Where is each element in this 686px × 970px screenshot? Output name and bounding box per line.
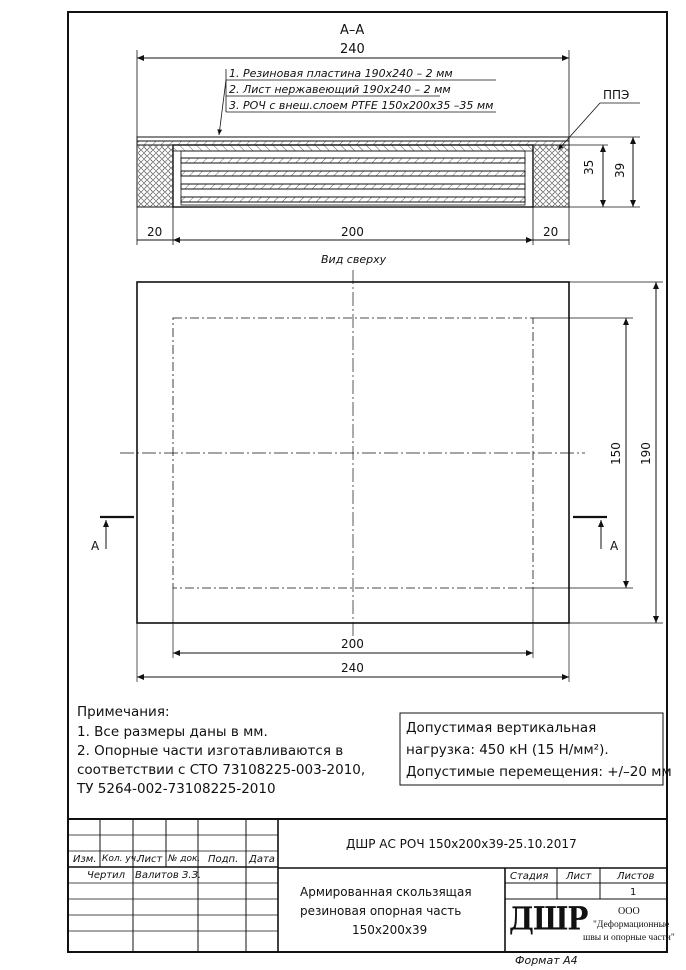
plan-view bbox=[100, 270, 663, 682]
section-dim-35: 35 bbox=[582, 159, 596, 175]
col-ndok: № док. bbox=[168, 854, 201, 864]
stage-label: Стадия bbox=[510, 871, 549, 882]
note-2-cont: соответствии с СТО 73108225-003-2010, bbox=[77, 762, 366, 778]
section-title: А–А bbox=[340, 23, 365, 38]
cut-label-left: А bbox=[91, 539, 100, 553]
sheets-label: Листов bbox=[617, 871, 655, 882]
cut-label-right: А bbox=[610, 539, 619, 553]
col-kol: Кол. уч. bbox=[102, 854, 139, 864]
layer-3-label: 3. РОЧ с внеш.слоем PTFE 150х200х35 –35 мм bbox=[229, 99, 494, 112]
col-list: Лист bbox=[137, 854, 163, 865]
company-line-1: ООО bbox=[618, 906, 640, 917]
plan-dim-190: 190 bbox=[639, 442, 653, 465]
ppe-label: ППЭ bbox=[603, 88, 630, 102]
drawing-designation: ДШР АС РОЧ 150х200х39-25.10.2017 bbox=[346, 837, 577, 851]
sheet-label: Лист bbox=[566, 871, 592, 882]
sheets-value: 1 bbox=[630, 887, 637, 898]
load-line-2: нагрузка: 450 кН (15 Н/мм²). bbox=[406, 742, 609, 758]
note-2: 2. Опорные части изготавливаются в bbox=[77, 743, 344, 759]
product-name-1: Армированная скользящая bbox=[300, 885, 472, 899]
section-dim-right-20: 20 bbox=[543, 225, 559, 239]
drawn-by: Валитов З.З. bbox=[135, 870, 202, 881]
section-dim-39: 39 bbox=[613, 162, 627, 178]
sheet-format: Формат А4 bbox=[515, 954, 578, 967]
section-dim-200: 200 bbox=[341, 225, 364, 239]
ppe-left bbox=[137, 145, 173, 207]
layer-1-label: 1. Резиновая пластина 190х240 – 2 мм bbox=[229, 67, 453, 80]
product-name-2: резиновая опорная часть bbox=[300, 904, 462, 918]
load-line-3: Допустимые перемещения: +/–20 мм bbox=[406, 764, 672, 780]
plan-dim-200: 200 bbox=[341, 637, 364, 651]
company-logo: ДШР bbox=[509, 899, 588, 938]
company-line-2: "Деформационные bbox=[593, 920, 670, 930]
plan-title: Вид сверху bbox=[321, 253, 387, 266]
col-izm: Изм. bbox=[73, 854, 97, 865]
plan-dim-150: 150 bbox=[609, 442, 623, 465]
section-dim-240: 240 bbox=[340, 42, 365, 57]
load-line-1: Допустимая вертикальная bbox=[406, 720, 597, 736]
product-name-3: 150х200х39 bbox=[352, 923, 428, 937]
section-dim-left-20: 20 bbox=[147, 225, 163, 239]
col-podp: Подп. bbox=[208, 854, 239, 865]
note-2-cont-2: ТУ 5264-002-73108225-2010 bbox=[77, 781, 276, 797]
notes-title: Примечания: bbox=[77, 704, 170, 720]
plan-dim-240: 240 bbox=[341, 661, 364, 675]
company-line-3: швы и опорные части" bbox=[583, 933, 675, 943]
role-drawn: Чертил bbox=[87, 870, 126, 881]
ppe-right bbox=[533, 145, 569, 207]
layer-2-label: 2. Лист нержавеющий 190х240 – 2 мм bbox=[229, 83, 451, 96]
col-data: Дата bbox=[249, 854, 275, 865]
note-1: 1. Все размеры даны в мм. bbox=[77, 724, 268, 740]
